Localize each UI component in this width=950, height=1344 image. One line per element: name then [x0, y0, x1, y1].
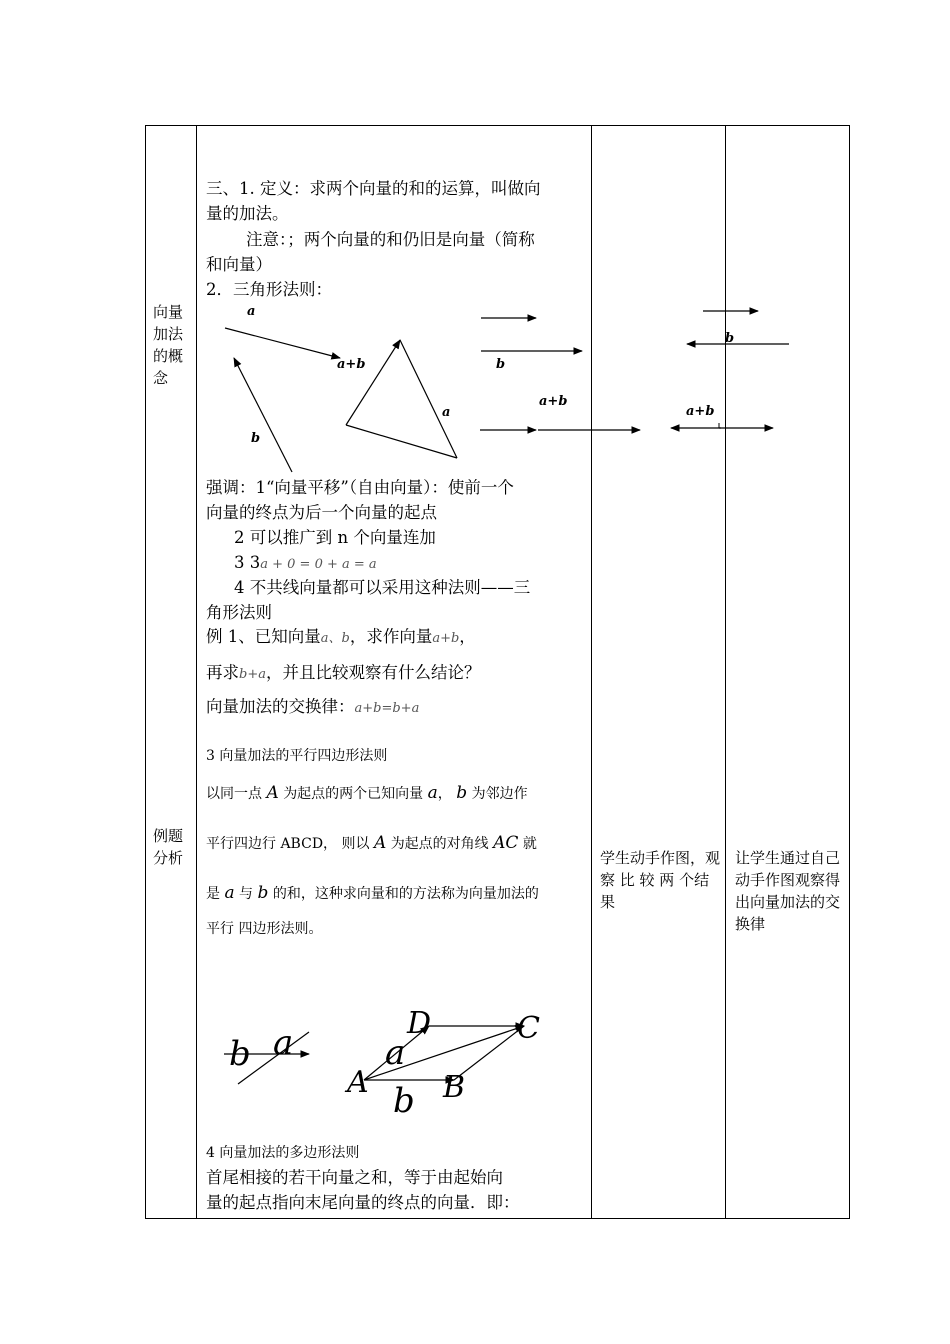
emphasis-line-4	[234, 550, 377, 577]
label-par-b: b	[229, 1034, 251, 1074]
note-line-2: 和向量）	[206, 255, 272, 274]
label-col-b: b	[496, 357, 506, 372]
commutative-diagram	[591, 300, 725, 470]
ex2-text-c: ，并且比较观察有什么结论？	[265, 663, 481, 682]
para2-b: A	[373, 833, 387, 853]
triangle-side-1	[346, 340, 400, 425]
label-par-a: a	[273, 1023, 294, 1063]
emphasis-line-3: 2 可以推广到 n 个向量连加	[234, 528, 436, 547]
para3-b: a	[224, 883, 235, 903]
commutative-law	[206, 694, 419, 721]
vector-b-arrow	[234, 358, 292, 472]
emphasis-line-2: 向量的终点为后一个向量的起点	[206, 503, 437, 522]
label-tri-b: b	[251, 431, 261, 446]
ex1-text-e: ，	[459, 627, 476, 646]
polygon-line-2: 量的起点指向末尾向量的终点的向量．即：	[206, 1193, 520, 1212]
example-1-line-2	[206, 660, 480, 687]
label-par-D: D	[407, 1006, 432, 1041]
parallelogram-line-1	[206, 783, 528, 804]
example-line: 例题	[153, 827, 184, 845]
triangle-side-2	[400, 340, 457, 458]
para2-d: AC	[493, 833, 519, 853]
parallelogram-line-3	[206, 883, 539, 904]
label-col-apb: a+b	[539, 394, 568, 409]
label-tri-apb: a+b	[337, 357, 366, 372]
col-divider-2	[591, 125, 592, 1218]
para2-c: 为起点的对角线	[390, 836, 489, 852]
emphasis-4-math: a + 0 = 0 + a = a	[260, 557, 377, 572]
label-par-b2: b	[393, 1081, 415, 1121]
para3-c: 与	[239, 886, 254, 902]
note-line-1: 注意：；两个向量的和仍旧是向量（简称	[246, 230, 535, 249]
label-par-A: A	[347, 1065, 369, 1100]
col-divider-3	[725, 125, 726, 1218]
label-tri-a: a	[247, 304, 256, 319]
example-1-line-1	[206, 624, 476, 651]
parallelogram-line-2	[206, 833, 537, 854]
polygon-title: 4 向量加法的多边形法则	[206, 1145, 360, 1161]
para1-e: ，	[437, 786, 452, 802]
para2-a: 平行四边行 ABCD， 则以	[206, 836, 370, 852]
para2-e: 就	[522, 836, 537, 852]
definition-line-1: 三、1. 定义：求两个向量的和的运算，叫做向	[206, 179, 541, 198]
para1-a: 以同一点	[206, 786, 262, 802]
label-par-B: B	[443, 1070, 466, 1105]
emphasis-4-prefix: 3 3	[234, 553, 261, 572]
emphasis-line-1: 强调：1“向量平移”（自由向量）：使前一个	[206, 478, 514, 497]
vector-a-arrow	[225, 328, 340, 358]
concept-label	[153, 301, 193, 389]
triangle-rule-heading: 2．三角形法则：	[206, 280, 332, 299]
para3-e: 的和，这种求向量和的方法称为向量加法的	[272, 886, 539, 902]
triangle-side-3	[346, 425, 457, 458]
para1-b: A	[266, 783, 279, 803]
polygon-line-1: 首尾相接的若干向量之和，等于由起始向	[206, 1168, 503, 1187]
para1-d: a	[427, 783, 438, 803]
example-label	[153, 825, 193, 869]
ex1-text-c: ，求作向量	[349, 627, 433, 646]
concept-line: 加法	[153, 325, 184, 343]
emphasis-line-5: 4 不共线向量都可以采用这种法则——三	[234, 578, 531, 597]
label-par-C: C	[517, 1011, 540, 1046]
design-intent-text: 让学生通过自己动手作图观察得出向量加法的交换律	[735, 849, 841, 933]
example-line: 分析	[153, 849, 184, 867]
para1-c: 为起点的两个已知向量	[283, 786, 424, 802]
label-par-a2: a	[385, 1033, 406, 1073]
definition-line-2: 量的加法。	[206, 204, 289, 223]
label-col3-apb: a+b	[686, 404, 715, 419]
label-col3-b: b	[725, 331, 735, 346]
student-activity-text: 学生动手作图，观 察 比 较 两 个结果	[600, 849, 721, 911]
ex1-text-a: 例 1、已知向量	[206, 627, 321, 646]
commute-math: a+b=b+a	[354, 701, 420, 716]
concept-line: 向量	[153, 303, 184, 321]
concept-line: 的概	[153, 347, 184, 365]
para1-g: 为邻边作	[471, 786, 528, 802]
parallelogram-title: 3 向量加法的平行四边形法则	[206, 748, 388, 764]
ex1-math-ab: a、b	[320, 631, 350, 646]
para1-f: b	[456, 783, 468, 803]
concept-line: 念	[153, 369, 169, 387]
ex2-math-bpa: b+a	[239, 667, 266, 682]
emphasis-line-6: 角形法则	[206, 603, 272, 622]
ex2-text-a: 再求	[206, 663, 239, 682]
commute-text: 向量加法的交换律：	[206, 697, 355, 716]
label-tri-a2: a	[442, 405, 451, 420]
parallelogram-line-4: 平行 四边形法则。	[206, 921, 323, 937]
para3-d: b	[257, 883, 269, 903]
para3-a: 是	[206, 886, 220, 902]
ex1-math-apb: a+b	[432, 631, 460, 646]
